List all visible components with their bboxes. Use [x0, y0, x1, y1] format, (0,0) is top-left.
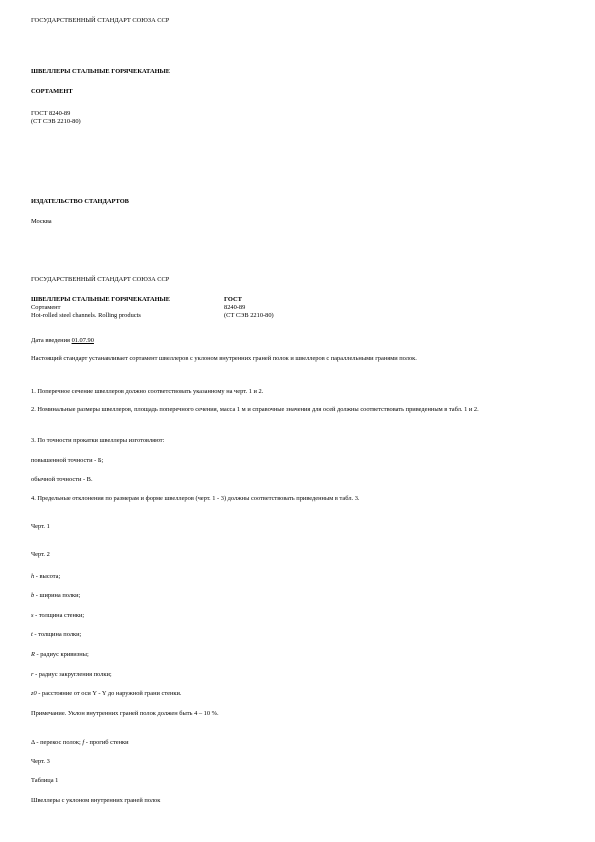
paragraph-3b: обычной точности - В.	[31, 476, 93, 483]
definition-item	[31, 671, 112, 679]
header-table-sev: (СТ СЭВ 2210-80)	[224, 312, 274, 319]
deviation-legend	[31, 739, 129, 747]
paragraph-3a: повышенной точности - Б;	[31, 457, 104, 464]
definition-item	[31, 631, 81, 639]
effective-date-value: 01.07.90	[71, 337, 94, 344]
paragraph-scope: Настоящий стандарт устанавливает сортамент швеллеров с уклоном внутренних граней полок и швеллеров с параллельными гранями полок.	[31, 355, 417, 362]
definition-symbol: r	[31, 671, 34, 678]
cover-city: Москва	[31, 218, 52, 225]
figure-2-label: Черт. 2	[31, 551, 50, 558]
definition-item	[31, 573, 60, 581]
paragraph-1: 1. Поперечное сечение швеллеров должно соответствовать указанному на черт. 1 и 2.	[31, 388, 264, 395]
header-table-title: ШВЕЛЛЕРЫ СТАЛЬНЫЕ ГОРЯЧЕКАТАНЫЕ	[31, 296, 171, 303]
table-1-title: Швеллеры с уклоном внутренних граней полок	[31, 797, 161, 804]
table-1-label: Таблица 1	[31, 777, 59, 784]
definition-symbol: t	[31, 631, 33, 638]
cover-standard-code: ГОСТ 8240-89	[31, 110, 71, 117]
definition-item	[31, 690, 182, 698]
header-table-row	[31, 296, 274, 304]
figure-1-label: Черт. 1	[31, 523, 50, 530]
deviation-legend-text: - прогиб стенки	[84, 739, 129, 746]
cover-heading: ГОСУДАРСТВЕННЫЙ СТАНДАРТ СОЮЗА ССР	[31, 17, 170, 24]
cover-publisher: ИЗДАТЕЛЬСТВО СТАНДАРТОВ	[31, 198, 129, 205]
paragraph-3: 3. По точности прокатки швеллеры изготовляют:	[31, 437, 165, 444]
definition-item	[31, 612, 84, 620]
definition-text: - расстояние от оси Y - Y до наружной грани стенки.	[36, 690, 182, 697]
paragraph-2: 2. Номинальные размеры швеллеров, площадь поперечного сечения, масса 1 м и справочные значения для осей должны соответствовать приведенным в табл. 1 и 2.	[31, 406, 479, 413]
definition-symbol: s	[31, 612, 34, 619]
definition-item	[31, 651, 89, 659]
cover-title: ШВЕЛЛЕРЫ СТАЛЬНЫЕ ГОРЯЧЕКАТАНЫЕ	[31, 68, 171, 75]
cover-standard-code-sev: (СТ СЭВ 2210-80)	[31, 118, 81, 125]
header-table-gost: ГОСТ	[224, 296, 242, 303]
header-table-number: 8240-89	[224, 304, 246, 311]
definition-text: - высота;	[34, 573, 61, 580]
note: Примечание. Уклон внутренних граней полок должен быть 4 – 10 %.	[31, 710, 219, 717]
header-table-subtitle: Сортамент	[31, 304, 61, 311]
standard-heading: ГОСУДАРСТВЕННЫЙ СТАНДАРТ СОЮЗА ССР	[31, 276, 170, 283]
effective-date-label: Дата введения	[31, 337, 70, 344]
definition-symbol: R	[31, 651, 35, 658]
header-table	[31, 296, 274, 320]
deviation-legend-symbol: f	[82, 739, 85, 746]
definition-symbol: b	[31, 592, 35, 599]
figure-3-label: Черт. 3	[31, 758, 50, 765]
header-table-row	[31, 312, 274, 320]
paragraph-4: 4. Предельные отклонения по размерам и форме швеллеров (черт. 1 - 3) должны соответствовать приведенным в табл. 3.	[31, 495, 360, 502]
header-table-row	[31, 304, 274, 312]
definition-text: - радиус закругления полки;	[33, 671, 112, 678]
definition-text: - радиус кривизны;	[34, 651, 89, 658]
header-table-english-title: Hot-rolled steel channels. Rolling products	[31, 312, 141, 319]
definition-symbol: z0	[31, 690, 37, 697]
definition-item	[31, 592, 80, 600]
definition-text: - толщина полки;	[32, 631, 82, 638]
cover-subtitle: СОРТАМЕНТ	[31, 88, 73, 95]
deviation-legend-text: Δ - перекос полок;	[31, 739, 83, 746]
definition-text: - ширина полки;	[34, 592, 81, 599]
definition-symbol: h	[31, 573, 35, 580]
definition-text: - толщина стенки;	[33, 612, 85, 619]
effective-date	[31, 337, 94, 345]
